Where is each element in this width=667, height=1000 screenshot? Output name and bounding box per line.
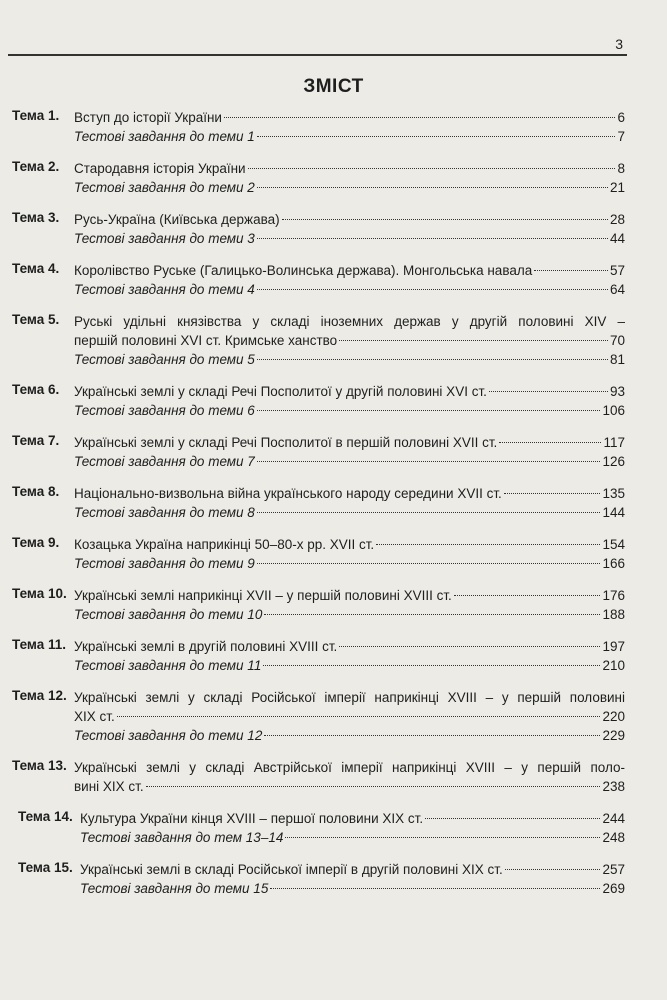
topic-line (74, 433, 625, 452)
test-line (74, 280, 625, 299)
toc-entry (0, 108, 667, 146)
test-title: Тестові завдання до теми 1 (74, 129, 255, 144)
test-title: Тестові завдання до теми 7 (74, 454, 255, 469)
topic-line (74, 777, 625, 796)
toc-entry (0, 758, 667, 796)
page-ref: 70 (609, 333, 625, 348)
page-ref: 28 (609, 212, 625, 227)
topic-number: Тема 9. (12, 535, 60, 550)
topic-title: першій половині XVI ст. Кримське ханство (74, 333, 338, 348)
test-title: Тестові завдання до теми 5 (74, 352, 255, 367)
test-line (74, 726, 625, 745)
page-ref: 220 (602, 709, 625, 724)
test-title: Тестові завдання до теми 8 (74, 505, 255, 520)
page-ref: 188 (602, 607, 625, 622)
topic-number: Тема 3. (12, 210, 60, 225)
dot-leader (282, 219, 608, 220)
dot-leader (257, 289, 608, 290)
dot-leader (499, 442, 601, 443)
topic-title-line: Українські землі у складі Австрійської імперії наприкінці XVIII – у першій поло- (74, 760, 625, 775)
topic-line (80, 809, 625, 828)
topic-line (74, 586, 625, 605)
page-ref: 135 (602, 486, 625, 501)
toc-entry (0, 382, 667, 420)
page-ref: 93 (609, 384, 625, 399)
dot-leader (339, 646, 600, 647)
page-ref: 7 (617, 129, 625, 144)
toc-entry (0, 535, 667, 573)
toc-entry (0, 312, 667, 369)
dot-leader (264, 614, 600, 615)
dot-leader (285, 837, 600, 838)
topic-title: Стародавня історія України (74, 161, 246, 176)
toc-entry (0, 433, 667, 471)
test-title: Тестові завдання до теми 11 (74, 658, 262, 673)
page-ref: 210 (602, 658, 625, 673)
page-number: 3 (615, 36, 623, 52)
dot-leader (425, 818, 600, 819)
topic-line (74, 535, 625, 554)
topic-line (74, 484, 625, 503)
topic-title: Козацька Україна наприкінці 50–80-х рр. XVII ст. (74, 537, 375, 552)
topic-title: Українські землі у складі Речі Посполитої у другій половині XVI ст. (74, 384, 487, 399)
toc-entry (0, 637, 667, 675)
toc-entry (6, 860, 667, 898)
dot-leader (339, 340, 608, 341)
topic-line (74, 331, 625, 350)
page-ref: 257 (602, 862, 625, 877)
topic-line (74, 637, 625, 656)
topic-title: Королівство Руське (Галицько-Волинська держава). Монгольська навала (74, 263, 533, 278)
toc-entry (0, 688, 667, 745)
topic-number: Тема 5. (12, 312, 60, 327)
topic-number: Тема 6. (12, 382, 60, 397)
table-of-contents (0, 108, 667, 911)
topic-number: Тема 1. (12, 108, 60, 123)
page-ref: 81 (609, 352, 625, 367)
page-ref: 44 (609, 231, 625, 246)
dot-leader (534, 270, 608, 271)
dot-leader (257, 563, 601, 564)
test-title: Тестові завдання до теми 4 (74, 282, 255, 297)
page-ref: 64 (609, 282, 625, 297)
test-line (74, 178, 625, 197)
page-ref: 21 (609, 180, 625, 195)
topic-title: Культура України кінця XVIII – першої половини XIX ст. (80, 811, 424, 826)
topic-title: Русь-Україна (Київська держава) (74, 212, 280, 227)
test-title: Тестові завдання до теми 2 (74, 180, 255, 195)
test-line (74, 229, 625, 248)
test-title: Тестові завдання до теми 3 (74, 231, 255, 246)
dot-leader (224, 117, 616, 118)
dot-leader (257, 238, 608, 239)
dot-leader (257, 461, 601, 462)
test-line (74, 656, 625, 675)
page-ref: 176 (602, 588, 625, 603)
test-line (74, 127, 625, 146)
topic-title: Українські землі наприкінці XVII – у першій половині XVIII ст. (74, 588, 452, 603)
page-ref: 106 (602, 403, 625, 418)
test-title: Тестові завдання до теми 6 (74, 403, 255, 418)
topic-line (74, 707, 625, 726)
page-ref: 248 (602, 830, 625, 845)
toc-entry (0, 586, 667, 624)
topic-number: Тема 13. (12, 758, 67, 773)
topic-title: вині XIX ст. (74, 779, 144, 794)
topic-number: Тема 11. (12, 637, 66, 652)
topic-line (74, 210, 625, 229)
topic-title: Українські землі в складі Російської імперії в другій половині XIX ст. (80, 862, 503, 877)
test-title: Тестові завдання до теми 10 (74, 607, 263, 622)
topic-title: Українські землі у складі Речі Посполитої в першій половині XVII ст. (74, 435, 498, 450)
toc-entry (0, 484, 667, 522)
test-line (80, 879, 625, 898)
topic-title: Вступ до історії України (74, 110, 222, 125)
dot-leader (117, 716, 601, 717)
topic-number: Тема 15. (18, 860, 73, 875)
page-ref: 126 (602, 454, 625, 469)
dot-leader (146, 786, 601, 787)
topic-line (74, 261, 625, 280)
page-ref: 229 (602, 728, 625, 743)
topic-title-line: Українські землі у складі Російської імперії наприкінці XVIII – у першій половині (74, 690, 625, 705)
page-ref: 244 (602, 811, 625, 826)
topic-title: XIX ст. (74, 709, 115, 724)
dot-leader (264, 735, 600, 736)
page-ref: 57 (609, 263, 625, 278)
topic-number: Тема 7. (12, 433, 60, 448)
test-line (80, 828, 625, 847)
topic-number: Тема 8. (12, 484, 60, 499)
page-ref: 144 (602, 505, 625, 520)
topic-line (80, 860, 625, 879)
page-ref: 8 (617, 161, 625, 176)
toc-entry (0, 159, 667, 197)
toc-entry (0, 210, 667, 248)
topic-line (74, 159, 625, 178)
page-ref: 117 (603, 435, 625, 450)
page-ref: 269 (602, 881, 625, 896)
page-ref: 6 (617, 110, 625, 125)
topic-title-line: Руські удільні князівства у складі іноземних держав у другій половині XIV – (74, 314, 625, 329)
dot-leader (257, 359, 608, 360)
dot-leader (263, 665, 600, 666)
topic-number: Тема 10. (12, 586, 67, 601)
test-line (74, 452, 625, 471)
test-title: Тестові завдання до теми 9 (74, 556, 255, 571)
dot-leader (257, 410, 601, 411)
dot-leader (505, 869, 601, 870)
dot-leader (454, 595, 601, 596)
test-line (74, 554, 625, 573)
topic-number: Тема 14. (18, 809, 73, 824)
dot-leader (257, 187, 608, 188)
topic-title: Українські землі в другій половині XVIII ст. (74, 639, 338, 654)
dot-leader (376, 544, 600, 545)
topic-title: Національно-визвольна війна українського народу середини XVII ст. (74, 486, 502, 501)
test-title: Тестові завдання до теми 15 (80, 881, 269, 896)
dot-leader (504, 493, 601, 494)
toc-entry (0, 261, 667, 299)
topic-number: Тема 12. (12, 688, 67, 703)
test-title: Тестові завдання до теми 12 (74, 728, 263, 743)
dot-leader (248, 168, 616, 169)
test-line (74, 503, 625, 522)
dot-leader (489, 391, 608, 392)
topic-line (74, 382, 625, 401)
topic-number: Тема 4. (12, 261, 60, 276)
page-title: ЗМІСТ (303, 76, 364, 97)
dot-leader (257, 512, 601, 513)
topic-line (74, 108, 625, 127)
page-ref: 166 (602, 556, 625, 571)
page-ref: 238 (602, 779, 625, 794)
test-title: Тестові завдання до тем 13–14 (80, 830, 284, 845)
topic-number: Тема 2. (12, 159, 60, 174)
page-ref: 197 (602, 639, 625, 654)
top-rule (8, 54, 627, 56)
test-line (74, 605, 625, 624)
test-line (74, 350, 625, 369)
test-line (74, 401, 625, 420)
page-ref: 154 (602, 537, 625, 552)
dot-leader (270, 888, 600, 889)
dot-leader (257, 136, 616, 137)
toc-entry (6, 809, 667, 847)
